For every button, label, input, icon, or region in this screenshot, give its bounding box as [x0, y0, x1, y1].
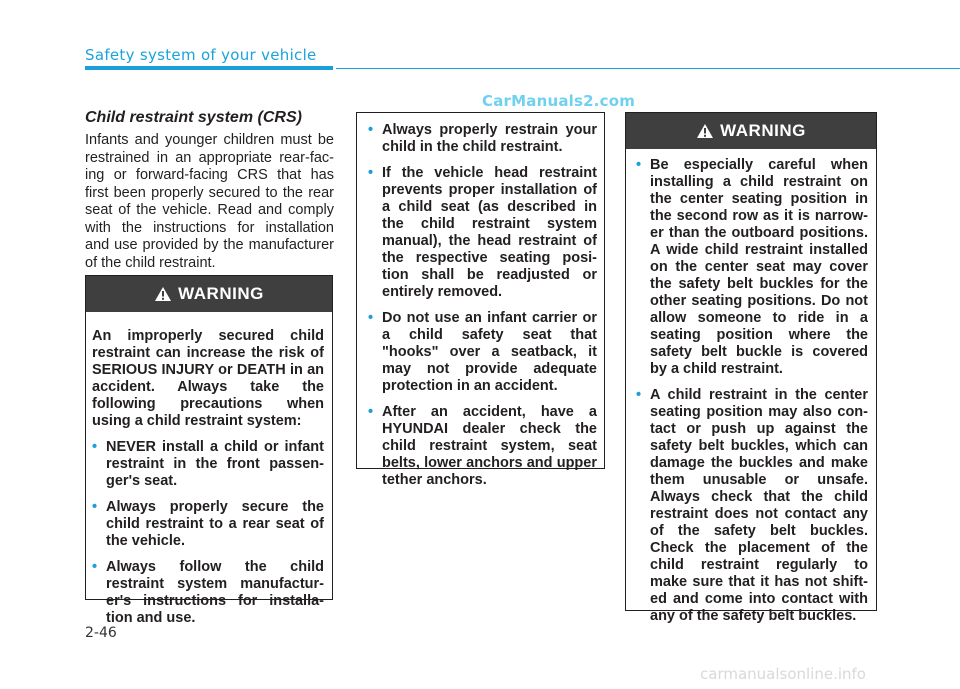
- warning-header: [626, 113, 876, 149]
- list-item: • Always follow the child restraint system manufactur-er's instructions for installa-tion and use.: [92, 559, 324, 626]
- list-item: • After an accident, have a HYUNDAI dealer check the child restraint system, seat belts, lower anchors and upper tether anchors.: [368, 404, 597, 488]
- list-item: • Always properly restrain your child in the child restraint.: [368, 122, 597, 155]
- list-item: • Be especially careful when installing a child restraint on the center seating position in the second row as it is narrow-er than the outboard positions. A wide child restraint installed on the center seat may cover the safety belt buckles for the other seating positions. Do not allow someone to ride in a seating position where the safety belt buckle is covered by a child restraint.: [636, 157, 868, 377]
- intro-paragraph: Infants and younger children must be restrained in an appropriate rear-fac-ing or forward-facing CRS that has first been properly secured to the rear seat of the vehicle. Read and comply with the instructions for installation and use provided by the manufacturer of the child restraint.: [85, 132, 334, 271]
- warning-triangle-icon: [154, 286, 172, 302]
- list-item: • A child restraint in the center seating position may also con-tact or push up against the safety belt buckles, which can damage the buckles and make them unusable or unsafe. Always check that the child restraint does not contact any of the safety belt buckles. Check the placement of the child restraint regularly to make sure that it has not shift-ed and come into contact with any of the safety belt buckles.: [636, 387, 868, 624]
- warning-title: WARNING: [720, 121, 806, 140]
- section-title: Safety system of your vehicle: [85, 46, 317, 64]
- bullet-text: Always properly restrain your child in the child restraint.: [382, 122, 597, 155]
- warning-header: [86, 276, 332, 312]
- warning-title: WARNING: [178, 284, 264, 303]
- list-item: • Always properly secure the child restraint to a rear seat of the vehicle.: [92, 499, 324, 549]
- page-heading: Child restraint system (CRS): [85, 109, 302, 126]
- bullet-text: After an accident, have a HYUNDAI dealer check the child restraint system, seat belts, lower anchors and upper tether anchors.: [382, 404, 597, 488]
- bullet-text: Always properly secure the child restraint to a rear seat of the vehicle.: [106, 499, 324, 549]
- warning-box-continued: [356, 112, 605, 488]
- list-item: • Do not use an infant carrier or a child safety seat that "hooks" over a seatback, it may not provide adequate protection in an accident.: [368, 310, 597, 394]
- warning-triangle-icon: [696, 123, 714, 139]
- watermark-top: CarManuals2.com: [482, 92, 636, 110]
- bullet-text: If the vehicle head restraint prevents proper installation of a child seat (as described in the child restraint system manual), the head restraint of the respective seating posi-tion shall be readjusted or entirely removed.: [382, 165, 597, 300]
- watermark-bottom: carmanualsonline.info: [700, 665, 866, 683]
- list-item: • NEVER install a child or infant restraint in the front passen-ger's seat.: [92, 439, 324, 489]
- bullet-text: Be especially careful when installing a child restraint on the center seating position in the second row as it is narrow-er than the outboard positions. A wide child restraint installed on the center seat may cover the safety belt buckles for the other seating positions. Do not allow someone to ride in a seating position where the safety belt buckle is covered by a child restraint.: [650, 157, 868, 377]
- warning-box-right: [625, 112, 877, 624]
- bullet-text: Always follow the child restraint system manufactur-er's instructions for installa-tion and use.: [106, 559, 324, 626]
- bullet-text: Do not use an infant carrier or a child safety seat that "hooks" over a seatback, it may not provide adequate protection in an accident.: [382, 310, 597, 394]
- header-rule-thin: [336, 68, 960, 69]
- warning-text: An improperly secured child restraint can increase the risk of SERIOUS INJURY or DEATH in an accident. Always take the following precautions when using a child restraint system:: [92, 328, 324, 429]
- warning-box-left: [85, 275, 333, 626]
- bullet-text: A child restraint in the center seating position may also con-tact or push up against the safety belt buckles, which can damage the buckles and make them unusable or unsafe. Always check that the child restraint does not contact any of the safety belt buckles. Check the placement of the child restraint regularly to make sure that it has not shift-ed and come into contact with any of the safety belt buckles.: [650, 387, 868, 624]
- bullet-text: NEVER install a child or infant restraint in the front passen-ger's seat.: [106, 439, 324, 489]
- list-item: • If the vehicle head restraint prevents proper installation of a child seat (as described in the child restraint system manual), the head restraint of the respective seating posi-tion shall be readjusted or entirely removed.: [368, 165, 597, 300]
- header-rule-thick: [85, 66, 333, 70]
- page-number: 2-46: [85, 625, 117, 641]
